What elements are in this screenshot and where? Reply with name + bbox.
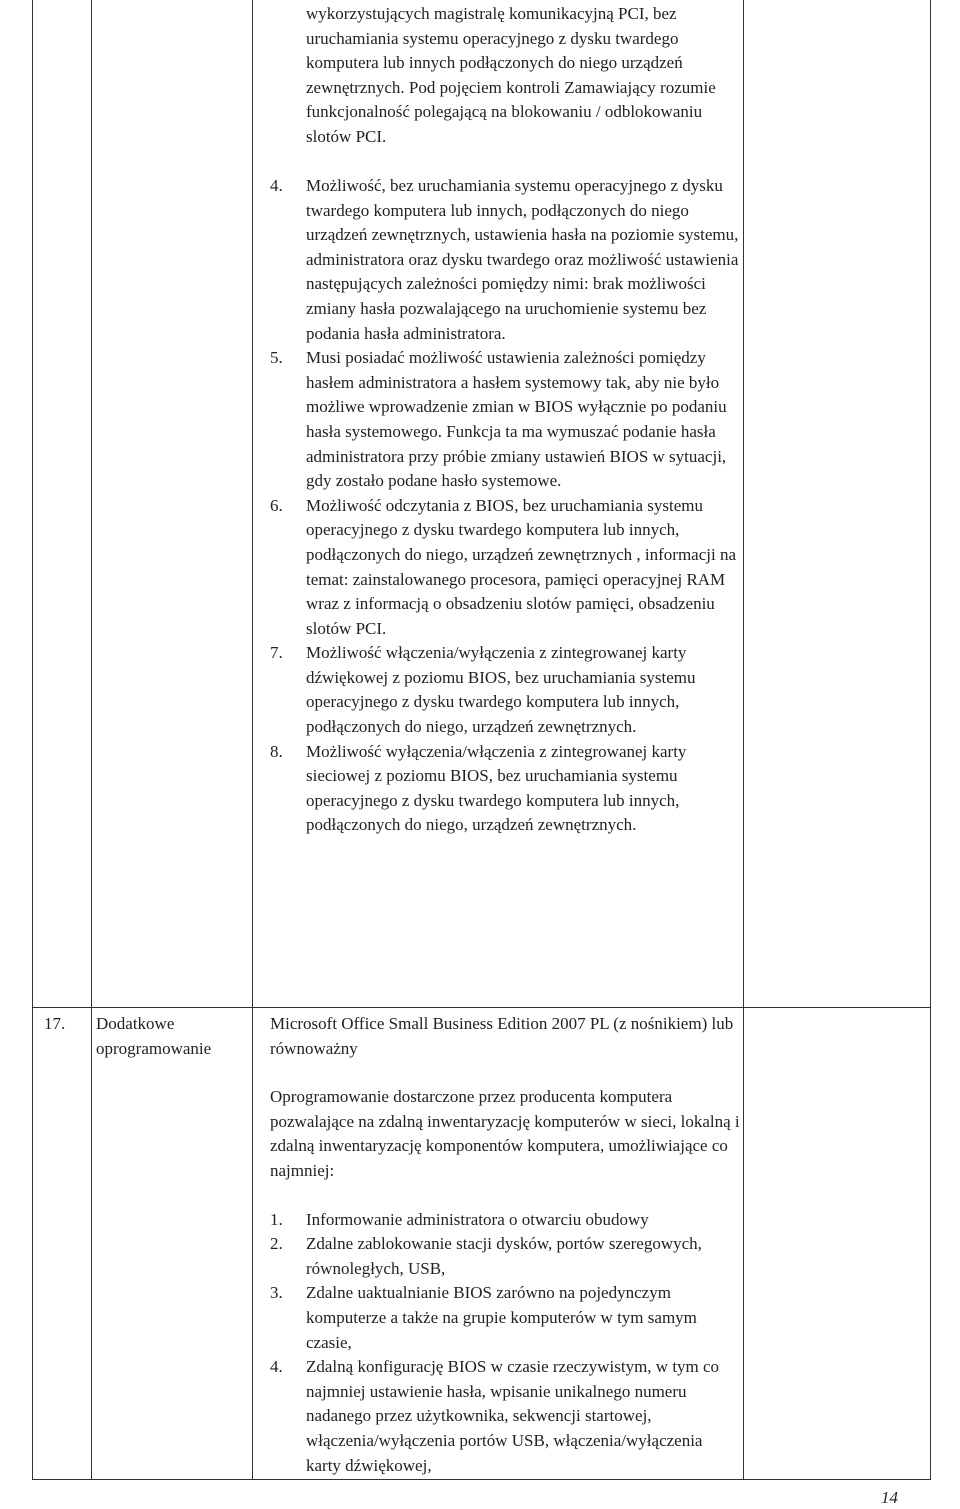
list-item-text: Możliwość wyłączenia/włączenia z zintegrowanej karty sieciowej z poziomu BIOS, bez uruchamiania systemu operacyjnego z dysku twardego komputera lub innych, podłączonych do niego, urządzeń zewnętrznych. — [306, 741, 687, 835]
list-item-text: Możliwość włączenia/wyłączenia z zintegrowanej karty dźwiękowej z poziomu BIOS, bez uruchamiania systemu operacyjnego z dysku twardego komputera lub innych, podłączonych do niego, urządzeń zewnętrznych. — [306, 643, 696, 737]
bios-items-list — [270, 174, 740, 838]
office-requirement: Microsoft Office Small Business Edition 2007 PL (z nośnikiem) lub równoważny — [270, 1014, 734, 1058]
list-item-number: 3. — [270, 1283, 283, 1303]
list-item-number: 6. — [270, 495, 283, 515]
list-item-number: 1. — [270, 1209, 283, 1229]
list-item-text: Musi posiadać możliwość ustawienia zależności pomiędzy hasłem administratora a hasłem systemowy tak, aby nie było możliwe wprowadzenie zmian w BIOS wyłącznie po podaniu hasła systemowego. Funkcja ta ma wymuszać podanie hasła administratora przy próbie zmiany ustawień BIOS w sytuacji, gdy zostało podane hasło systemowe. — [306, 348, 727, 491]
list-item-text: Możliwość, bez uruchamiania systemu operacyjnego z dysku twardego komputera lub innych, podłączonych do niego urządzeń zewnętrznych, ustawienia hasła na poziomie systemu, administratora oraz dysku twardego oraz możliwość ustawienia następujących zależności pomiędzy nimi: brak możliwości zmiany hasła pozwalającego na uruchomienie systemu bez podania hasła administratora. — [306, 176, 739, 343]
row-number: 17. — [44, 1014, 66, 1033]
list-item — [270, 1232, 740, 1281]
list-item — [270, 1355, 740, 1478]
list-item-text: Zdalną konfigurację BIOS w czasie rzeczywistym, w tym co najmniej ustawienie hasła, wpisanie unikalnego numeru nadanego przez użytkownika, sekwencji startowej, włączenia/wyłączenia portów USB, włączenia/wyłączenia karty dźwiękowej, — [306, 1357, 720, 1475]
row17-content — [270, 1012, 740, 1478]
list-item-text: Zdalne uaktualnianie BIOS zarówno na pojedynczym komputerze a także na grupie komputerów w tym samym czasie, — [306, 1283, 697, 1352]
list-item — [270, 641, 740, 739]
list-item — [270, 1208, 740, 1233]
table-border-col3 — [743, 0, 744, 1480]
list-item-number: 5. — [270, 348, 283, 368]
table-border-right — [930, 0, 931, 1480]
list-item-text: Zdalne zablokowanie stacji dysków, portów szeregowych, równoległych, USB, — [306, 1234, 702, 1278]
list-item-number: 4. — [270, 176, 283, 195]
list-item — [270, 1281, 740, 1355]
page-number: 14 — [881, 1488, 898, 1507]
row-name: Dodatkowe oprogramowanie — [96, 1014, 212, 1058]
list-item — [270, 174, 740, 346]
list-item-text: Możliwość odczytania z BIOS, bez uruchamiania systemu operacyjnego z dysku twardego komputera lub innych, podłączonych do niego, urządzeń zewnętrznych , informacji na temat: zainstalowanego procesora, pamięci operacyjnej RAM wraz z informacją o obsadzeniu slotów pamięci, obsadzeniu slotów PCI. — [306, 495, 737, 638]
table-border-left — [32, 0, 33, 1480]
table-border-bottom — [32, 1479, 931, 1480]
list-item-number: 4. — [270, 1357, 283, 1377]
list-item-number: 2. — [270, 1234, 283, 1254]
list-item — [270, 346, 740, 494]
continuation-text: wykorzystujących magistralę komunikacyjną PCI, bez uruchamiania systemu operacyjnego z dysku twardego komputera lub innych podłączonych do niego urządzeń zewnętrznych. Pod pojęciem kontroli Zamawiający rozumie funkcjonalność polegającą na blokowaniu / odblokowaniu slotów PCI. — [306, 4, 716, 146]
row-separator — [32, 1007, 931, 1008]
software-intro: Oprogramowanie dostarczone przez producenta komputera pozwalające na zdalną inwentaryzację komputerów w sieci, lokalną i zdalną inwentaryzację komponentów komputera, umożliwiające co najmniej: — [270, 1087, 740, 1180]
table-border-col1 — [91, 0, 92, 1480]
list-item — [270, 740, 740, 838]
list-item-number: 8. — [270, 741, 283, 761]
list-item-number: 7. — [270, 643, 283, 663]
list-item-text: Informowanie administratora o otwarciu obudowy — [306, 1209, 649, 1229]
list-item — [270, 494, 740, 642]
table-border-col2 — [252, 0, 253, 1480]
